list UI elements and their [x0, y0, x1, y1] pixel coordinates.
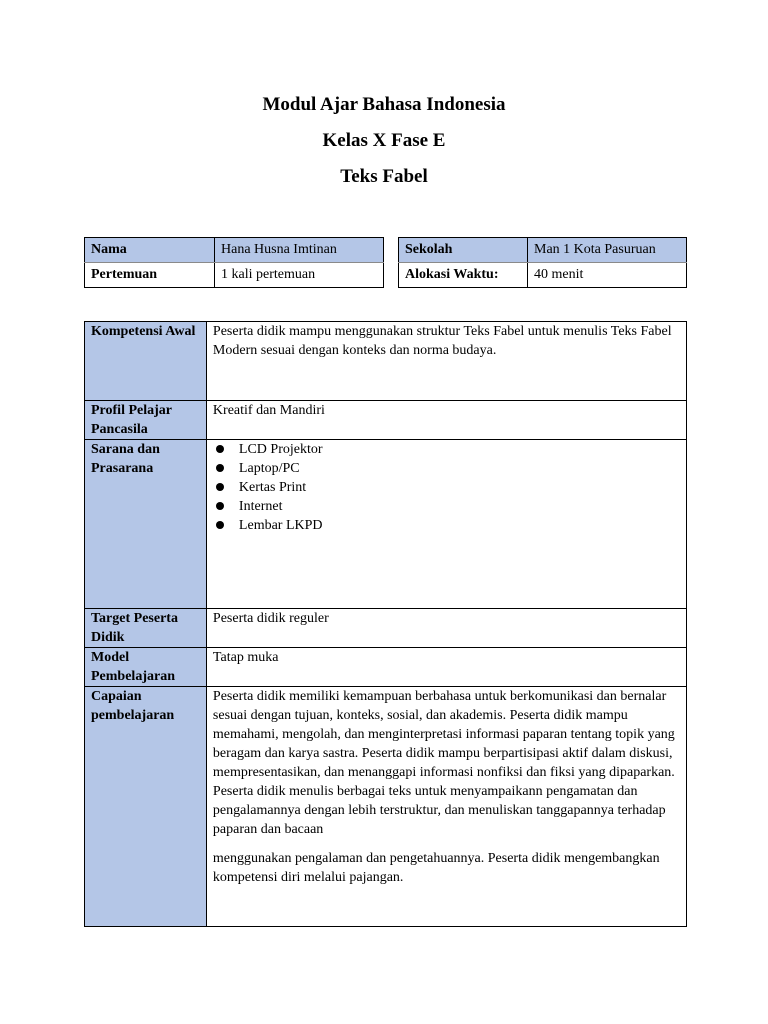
sarana-label: Sarana dan Prasarana	[85, 440, 207, 609]
table-row	[85, 401, 687, 440]
sekolah-label: Sekolah	[399, 238, 528, 263]
sekolah-value: Man 1 Kota Pasuruan	[528, 238, 687, 263]
table-row	[85, 440, 687, 609]
alokasi-value: 40 menit	[528, 263, 687, 288]
bullet-icon	[216, 521, 224, 529]
school-table	[398, 237, 687, 288]
class-phase-heading: Kelas X Fase E	[322, 130, 446, 151]
table-row	[85, 687, 687, 927]
capaian-paragraph-continued: menggunakan pengalaman dan pengetahuannya. Peserta didik mengembangkan kompetensi diri melalui pajangan.	[212, 851, 660, 885]
topic-heading: Teks Fabel	[340, 166, 428, 187]
sarana-value	[206, 440, 686, 609]
list-item	[213, 497, 680, 516]
sarana-list	[213, 440, 680, 535]
list-item	[213, 478, 680, 497]
table-row	[85, 648, 687, 687]
list-item	[213, 516, 680, 535]
identity-table	[84, 237, 384, 288]
module-detail-table	[84, 321, 687, 927]
profil-label: Profil Pelajar Pancasila	[85, 401, 207, 440]
bullet-icon	[216, 445, 224, 453]
pertemuan-value: 1 kali pertemuan	[215, 263, 384, 288]
capaian-paragraph: Peserta didik memiliki kemampuan berbahasa untuk berkomunikasi dan bernalar sesuai dengan tujuan, konteks, sosial, dan akademis. Peserta didik mampu memahami, mengolah, dan menginterpretasi informasi paparan tentang topik yang beragam dan karya sastra. Peserta didik mampu berpartisipasi aktif dalam diskusi, mempresentasikan, dan menanggapi informasi nonfiksi dan fiksi yang dipaparkan. Peserta didik menulis berbagai teks untuk menyampaikann pengamatan dan pengalamannya dengan lebih terstruktur, dan menuliskan tanggapannya terhadap paparan dan bacaan	[212, 689, 675, 837]
capaian-value	[206, 687, 686, 927]
table-row	[399, 263, 687, 288]
table-row	[85, 609, 687, 648]
kompetensi-label: Kompetensi Awal	[85, 322, 207, 401]
alokasi-label: Alokasi Waktu:	[399, 263, 528, 288]
table-row	[85, 238, 384, 263]
nama-label: Nama	[85, 238, 215, 263]
bullet-icon	[216, 464, 224, 472]
target-label: Target Peserta Didik	[85, 609, 207, 648]
list-item-label: Laptop/PC	[238, 461, 300, 476]
target-value: Peserta didik reguler	[206, 609, 686, 648]
document-title: Modul Ajar Bahasa Indonesia	[262, 94, 506, 115]
list-item-label: Lembar LKPD	[238, 518, 323, 533]
list-item	[213, 459, 680, 478]
list-item	[213, 440, 680, 459]
kompetensi-value: Peserta didik mampu menggunakan struktur Teks Fabel untuk menulis Teks Fabel Modern sesuai dengan konteks dan norma budaya.	[206, 322, 686, 401]
model-label: Model Pembelajaran	[85, 648, 207, 687]
list-item-label: Internet	[238, 499, 283, 514]
pertemuan-label: Pertemuan	[85, 263, 215, 288]
profil-value: Kreatif dan Mandiri	[206, 401, 686, 440]
table-row	[85, 263, 384, 288]
capaian-label: Capaian pembelajaran	[85, 687, 207, 927]
list-item-label: LCD Projektor	[238, 442, 323, 457]
list-item-label: Kertas Print	[238, 480, 307, 495]
bullet-icon	[216, 502, 224, 510]
table-row	[399, 238, 687, 263]
model-value: Tatap muka	[206, 648, 686, 687]
table-row	[85, 322, 687, 401]
bullet-icon	[216, 483, 224, 491]
nama-value: Hana Husna Imtinan	[215, 238, 384, 263]
